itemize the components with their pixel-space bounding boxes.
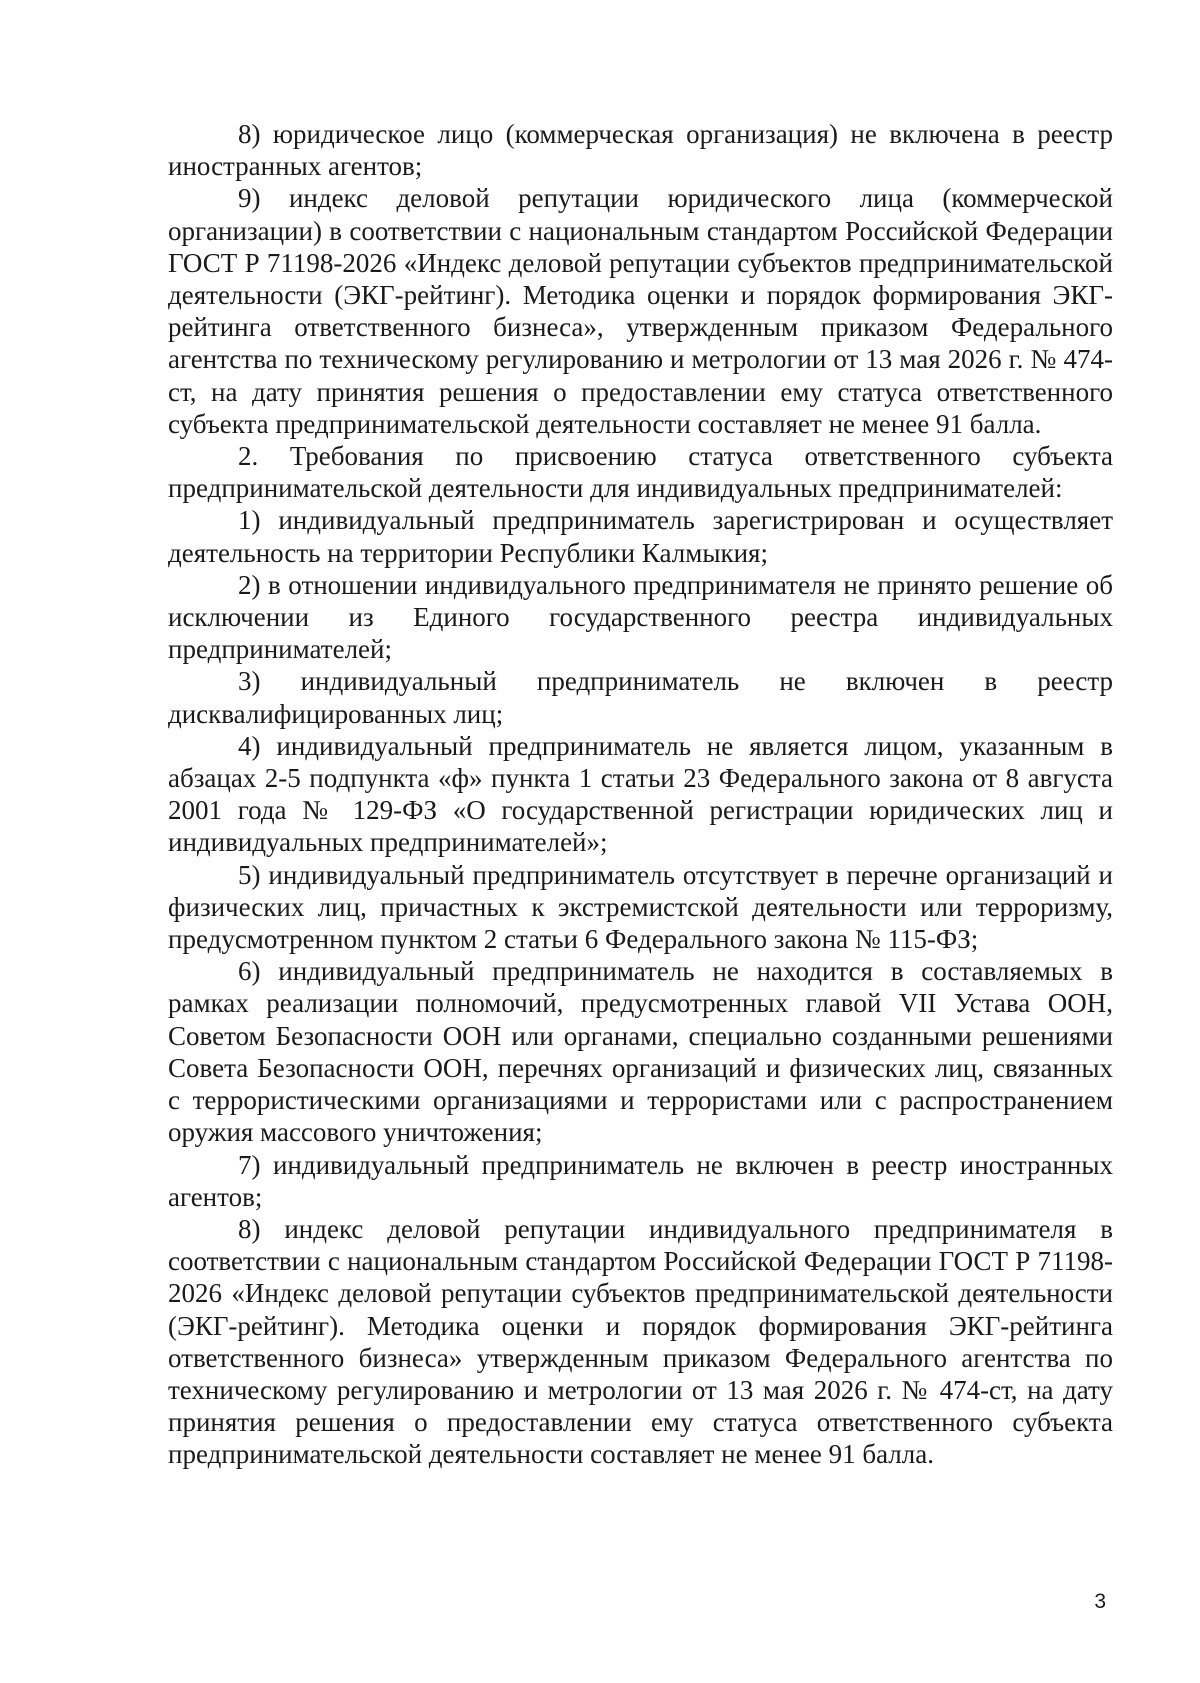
paragraph-ip-item-4: 4) индивидуальный предприниматель не является лицом, указанным в абзацах 2-5 подпункта «ф» пункта 1 статьи 23 Федерального закона от 8 августа 2001 года № 129-ФЗ «О государственной регистрации юридических лиц и индивидуальных предпринимателей»; xyxy=(168,730,1113,858)
paragraph-ip-item-3: 3) индивидуальный предприниматель не включен в реестр дисквалифицированных лиц; xyxy=(168,666,1113,729)
paragraph-ip-item-2: 2) в отношении индивидуального предпринимателя не принято решение об исключении из Единого государственного реестра индивидуальных предпринимателей; xyxy=(168,569,1113,665)
paragraph-item-8-legal-entity: 8) юридическое лицо (коммерческая организация) не включена в реестр иностранных агентов; xyxy=(168,119,1113,182)
paragraph-ip-item-5: 5) индивидуальный предприниматель отсутствует в перечне организаций и физических лиц, причастных к экстремистской деятельности или терроризму, предусмотренном пунктом 2 статьи 6 Федерального закона № 115-ФЗ; xyxy=(168,859,1113,955)
paragraph-ip-item-8: 8) индекс деловой репутации индивидуального предпринимателя в соответствии с национальным стандартом Российской Федерации ГОСТ Р 71198-2026 «Индекс деловой репутации субъектов предпринимательской деятельности (ЭКГ-рейтинг). Методика оценки и порядок формирования ЭКГ-рейтинга ответственного бизнеса» утвержденным приказом Федерального агентства по техническому регулированию и метрологии от 13 мая 2026 г. № 474-ст, на дату принятия решения о предоставлении ему статуса ответственного субъекта предпринимательской деятельности составляет не менее 91 балла. xyxy=(168,1213,1113,1470)
paragraph-ip-item-7: 7) индивидуальный предприниматель не включен в реестр иностранных агентов; xyxy=(168,1149,1113,1212)
paragraph-ip-item-1: 1) индивидуальный предприниматель зарегистрирован и осуществляет деятельность на территории Республики Калмыкия; xyxy=(168,505,1113,568)
paragraph-item-9-legal-entity-rating: 9) индекс деловой репутации юридического лица (коммерческой организации) в соответствии с национальным стандартом Российской Федерации ГОСТ Р 71198-2026 «Индекс деловой репутации субъектов предпринимательской деятельности (ЭКГ-рейтинг). Методика оценки и порядок формирования ЭКГ-рейтинга ответственного бизнеса», утвержденным приказом Федерального агентства по техническому регулированию и метрологии от 13 мая 2026 г. № 474-ст, на дату принятия решения о предоставлении ему статуса ответственного субъекта предпринимательской деятельности составляет не менее 91 балла. xyxy=(168,183,1113,439)
paragraph-ip-item-6: 6) индивидуальный предприниматель не находится в составляемых в рамках реализации полномочий, предусмотренных главой VII Устава ООН, Советом Безопасности ООН или органами, специально созданными решениями Совета Безопасности ООН, перечнях организаций и физических лиц, связанных с террористическими организациями и террористами или с распространением оружия массового уничтожения; xyxy=(168,956,1113,1148)
document-body xyxy=(168,118,1113,1471)
paragraph-section-2-heading: 2. Требования по присвоению статуса ответственного субъекта предпринимательской деятельности для индивидуальных предпринимателей: xyxy=(168,441,1113,504)
page-number: 3 xyxy=(1094,1590,1106,1613)
